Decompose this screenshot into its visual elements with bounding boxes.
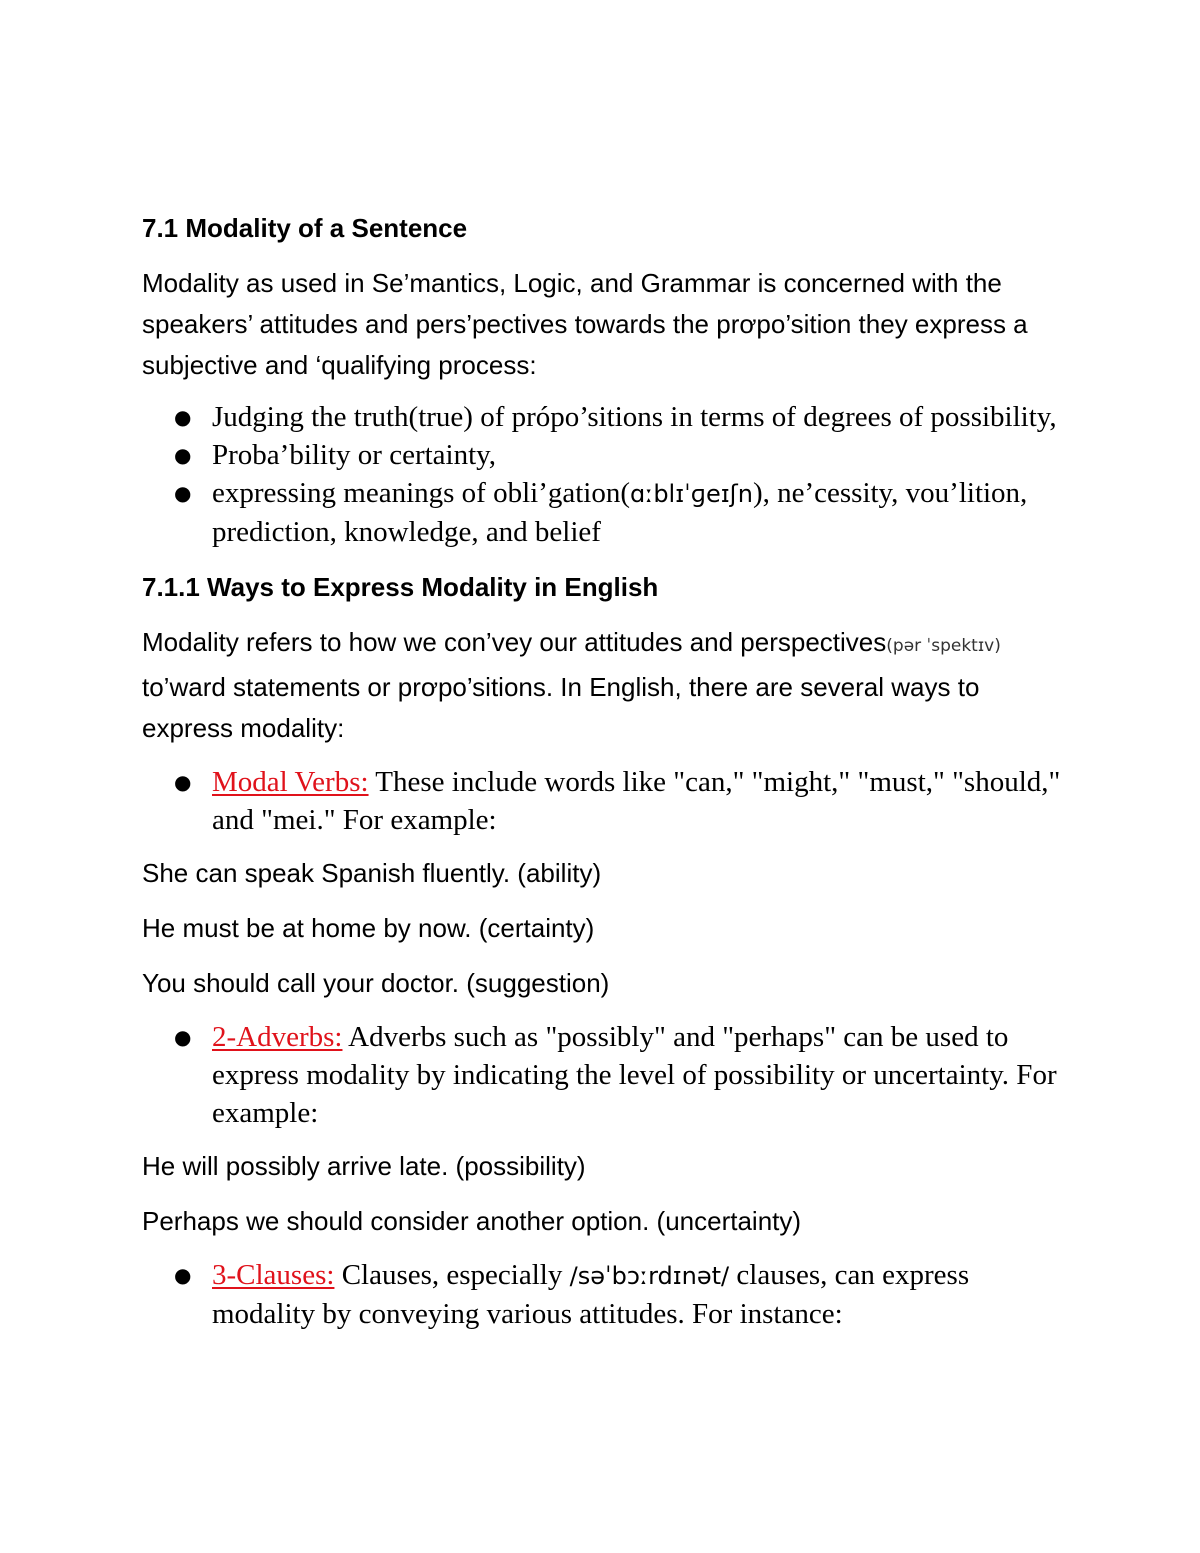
example-sentence: You should call your doctor. (suggestion) [142,968,610,998]
modal-verbs-text: These include words like "can," "might," "must," "should," and "mei." For example: [212,766,1061,836]
example-sentence: Perhaps we should consider another option. (uncertainty) [142,1206,802,1236]
bullet-icon: ● [174,405,192,429]
adverbs-list [142,1018,1062,1132]
list-item [142,1256,1062,1333]
ipa-transcription: (pər ˈspektɪv) [886,636,1001,656]
intro-text-b: to’ward statements or prơpo’sitions. In English, there are several ways to express modality: [142,672,980,743]
list-item [142,436,1062,474]
intro-text-a: Modality refers to how we con’vey our attitudes and perspectives [142,627,887,657]
bullet-text: expressing meanings of obli’gation( [212,477,630,509]
section-heading: 7.1 Modality of a Sentence [142,213,468,243]
bullet-icon: ● [174,770,192,794]
list-item [142,474,1062,551]
adverbs-label: 2-Adverbs: [212,1021,343,1053]
bullet-icon: ● [174,1025,192,1049]
clauses-list [142,1256,1062,1333]
modal-verbs-list [142,763,1062,839]
bullet-text: Proba’bility or certainty, [212,439,497,471]
clauses-text-a: Clauses, especially [334,1259,570,1291]
example-sentence: He must be at home by now. (certainty) [142,913,595,943]
ipa-transcription: /səˈbɔːrdɪnət/ [569,1262,730,1290]
document-page [142,208,1062,1333]
bullet-icon: ● [174,481,192,505]
clauses-label: 3-Clauses: [212,1259,335,1291]
clauses-text-b: clauses, can express modality by conveying various attitudes. For instance: [212,1259,970,1330]
modal-verbs-label: Modal Verbs: [212,766,369,798]
bullet-text: Judging the truth(true) of própo’sitions in terms of degrees of possibility, [212,401,1057,433]
section-intro-paragraph: Modality as used in Se’mantics, Logic, and Grammar is concerned with the speakers’ attitudes and pers’pectives towards the prơpo’sition they express a subjective and ‘qualifying process: [142,268,1028,380]
subsection-intro-paragraph [142,622,1062,749]
ipa-transcription: ɑːblɪˈɡeɪʃn [630,480,753,508]
bullet-icon: ● [174,443,192,467]
list-item [142,763,1062,839]
adverbs-text: Adverbs such as "possibly" and "perhaps" can be used to express modality by indicating the level of possibility or uncertainty. For example: [212,1021,1057,1129]
list-item [142,1018,1062,1132]
bullet-text-rest: ), ne’cessity, vou’lition, prediction, knowledge, and belief [212,477,1028,548]
example-sentence: She can speak Spanish fluently. (ability) [142,858,602,888]
list-item [142,398,1062,436]
example-sentence: He will possibly arrive late. (possibility) [142,1151,586,1181]
subsection-heading: 7.1.1 Ways to Express Modality in English [142,572,659,602]
section-bullet-list [142,398,1062,551]
bullet-icon: ● [174,1263,192,1287]
